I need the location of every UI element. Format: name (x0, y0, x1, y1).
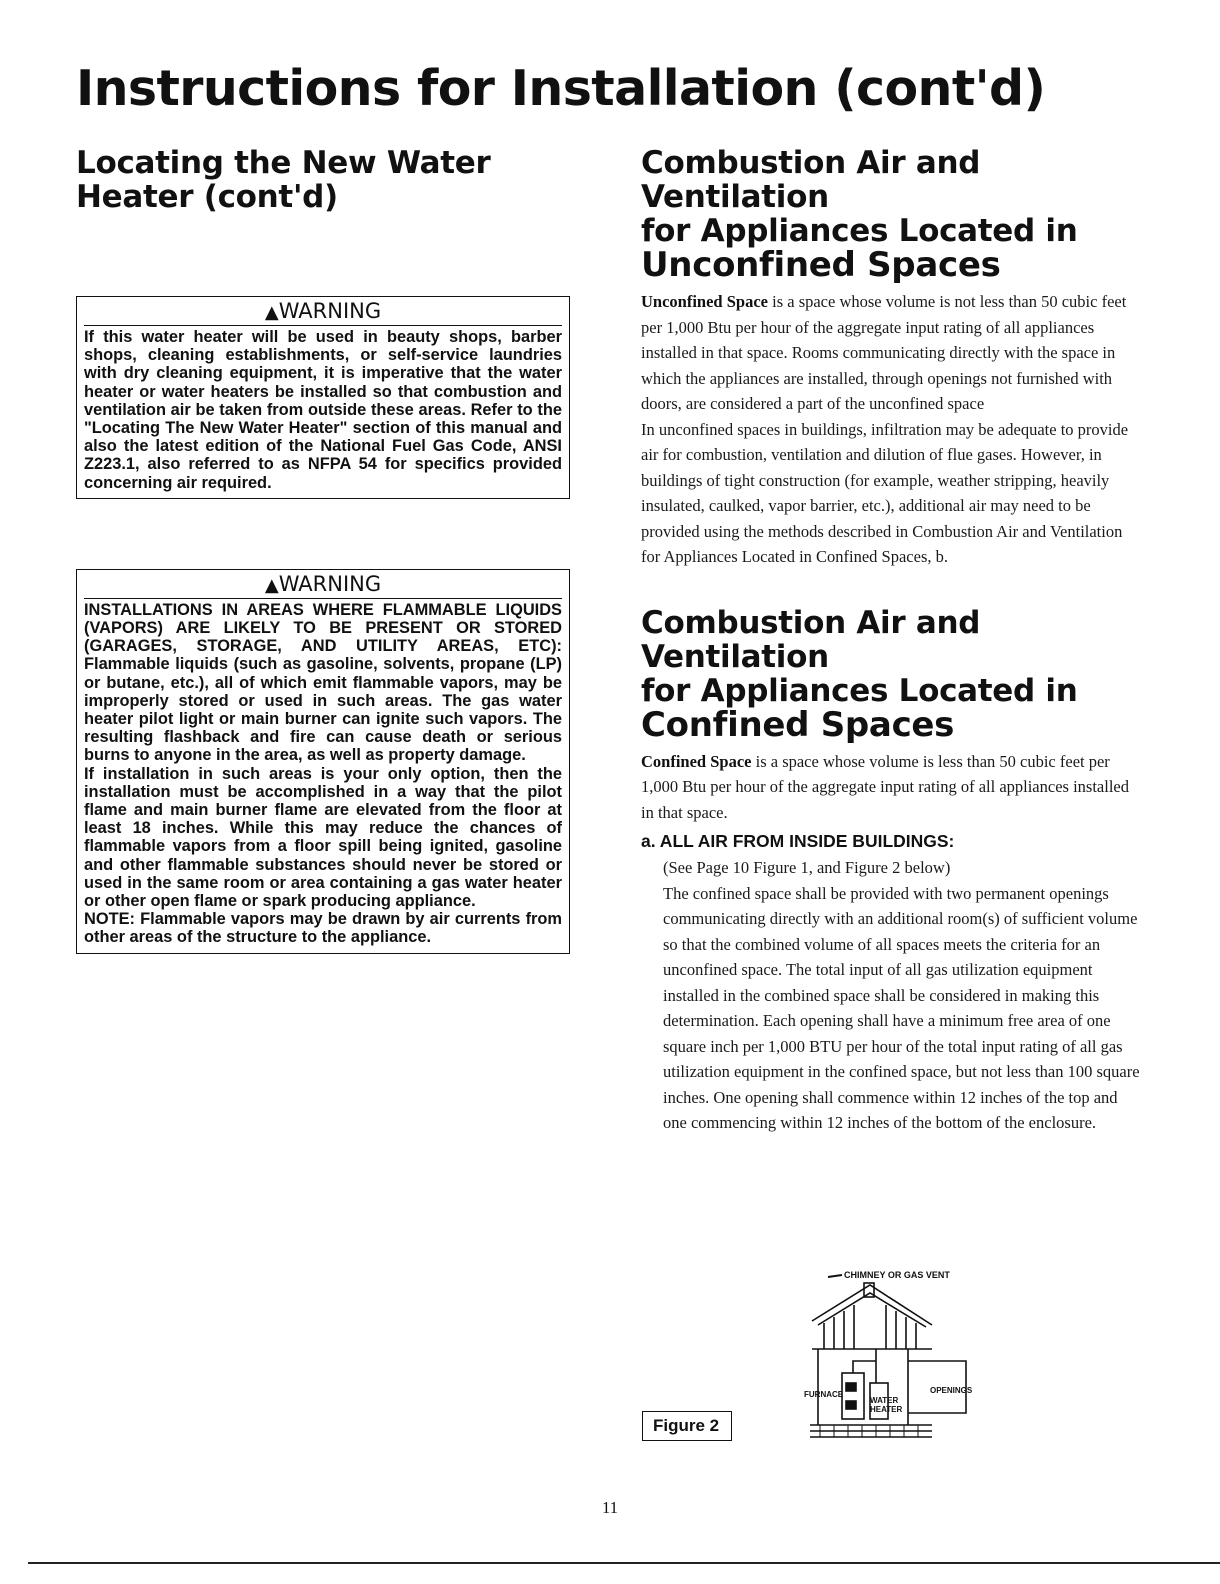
warning-triangle-icon: ▲ (264, 302, 279, 323)
warning-paragraph-1: INSTALLATIONS IN AREAS WHERE FLAMMABLE LIQUIDS (VAPORS) ARE LIKELY TO BE PRESENT OR STORED (GARAGES, STORAGE, AND UTILITY AREAS, ETC): Flammable liquids (such as gasoline, solvents, propane (LP) or butane, etc.), all of which emit flammable vapors, may be improperly stored or used in such areas. The gas water heater pilot light or main burner can ignite such vapors. The resulting flashback and fire can cause death or serious burns to anyone in the area, as well as property damage. (84, 600, 562, 765)
confined-section (641, 606, 1141, 1136)
figure-reference: (See Page 10 Figure 1, and Figure 2 below) (663, 858, 951, 877)
unconfined-heading (641, 146, 1141, 283)
unconfined-section (641, 146, 1141, 570)
heading-line: Confined Spaces (641, 704, 955, 745)
heading-line: for Appliances Located in (641, 213, 1078, 249)
confined-definition (641, 749, 1141, 826)
warning-title-text: WARNING (278, 571, 382, 596)
warning-title (84, 572, 562, 599)
warning-paragraph-2: If installation in such areas is your only option, then the installation must be accomplished in a way that the pilot flame and main burner flame are elevated from the floor at least 18 inches. While this may reduce the chances of flammable vapors from a floor spill being ignited, gasoline and other flammable substances should never be stored or used in the same room or area containing a gas water heater or other open flame or spark producing appliance. (84, 764, 562, 911)
heading-line: Combustion Air and Ventilation (641, 145, 981, 215)
warning-triangle-icon: ▲ (264, 574, 279, 596)
warning-paragraph-3: NOTE: Flammable vapors may be drawn by air currents from other areas of the structure to the appliance. (84, 910, 562, 947)
page-title: Instructions for Installation (cont'd) (76, 60, 1046, 117)
unconfined-definition (641, 289, 1141, 417)
right-column (641, 146, 1141, 1136)
locating-heading: Locating the New Water Heater (cont'd) (76, 145, 491, 215)
unconfined-paragraph: In unconfined spaces in buildings, infiltration may be adequate to provide air for combustion, ventilation and dilution of flue gases. However, in buildings of tight construction (for example, weather stripping, heavily insulated, caulked, vapor barrier, etc.), additional air may need to be provided using the methods described in Combustion Air and Ventilation for Appliances Located in Confined Spaces, b. (641, 419, 1129, 566)
figure-2-label: Figure 2 (642, 1411, 732, 1441)
inside-buildings-subheading: a. ALL AIR FROM INSIDE BUILDINGS: (641, 831, 955, 851)
warning-title (84, 299, 562, 326)
openings-label: OPENINGS (930, 1386, 973, 1395)
bottom-rule (28, 1562, 1220, 1564)
figure-2-diagram (790, 1265, 1000, 1455)
water-heater-label-1: WATER (870, 1396, 899, 1405)
furnace (842, 1373, 864, 1419)
warning-title-text: WARNING (278, 299, 382, 323)
warning-box-beauty-shops (76, 296, 570, 499)
warning-box-flammable (76, 569, 570, 954)
definition-text: is a space whose volume is less than 50 cubic feet per 1,000 Btu per hour of the aggregate input rating of all appliances installed in that space. (641, 751, 1129, 822)
definition-text: is a space whose volume is not less than 50 cubic feet per 1,000 Btu per hour of the aggregate input rating of all appliances installed in that space. Rooms communicating directly with the space in which the appliances are installed, through openings not furnished with doors, are considered a part of the unconfined space (641, 292, 1127, 413)
confined-paragraph: The confined space shall be provided with two permanent openings communicating directly with an additional room(s) of sufficient volume so that the combined volume of all spaces meets the criteria for an unconfined space. The total input of all gas utilization equipment installed in the combined space shall be considered in making this determination. Each opening shall have a minimum free area of one square inch per 1,000 BTU per hour of the total input rating of all gas utilization equipment in the confined space, but not less than 100 square inches. One opening shall commence within 12 inches of the top and one commencing within 12 inches of the bottom of the enclosure. (663, 883, 1140, 1132)
term-confined-space: Confined Space (641, 751, 752, 771)
heading-line: for Appliances Located in (641, 672, 1078, 709)
left-column (76, 146, 570, 954)
furnace-label: FURNACE (804, 1390, 844, 1399)
warning-text: If this water heater will be used in beauty shops, barber shops, cleaning establishments, or self-service laundries with dry cleaning equipment, it is imperative that the water heater or water heaters be installed so that combustion and ventilation air be taken from outside these areas. Refer to the "Locating The New Water Heater" section of this manual and also the latest edition of the National Fuel Gas Code, ANSI Z223.1, also referred to as NFPA 54 for specifics provided concerning air required. (84, 328, 562, 492)
floor-line (810, 1425, 932, 1437)
term-unconfined-space: Unconfined Space (641, 292, 768, 311)
page-number: 11 (601, 1498, 619, 1517)
water-heater-label-2: HEATER (870, 1405, 903, 1414)
confined-heading (641, 606, 1141, 743)
heading-line: Unconfined Spaces (641, 245, 1001, 285)
heading-line: Combustion Air and Ventilation (641, 604, 981, 675)
chimney-arrow (828, 1275, 842, 1277)
attic-studs (824, 1305, 916, 1349)
chimney-label: CHIMNEY OR GAS VENT (844, 1270, 950, 1280)
